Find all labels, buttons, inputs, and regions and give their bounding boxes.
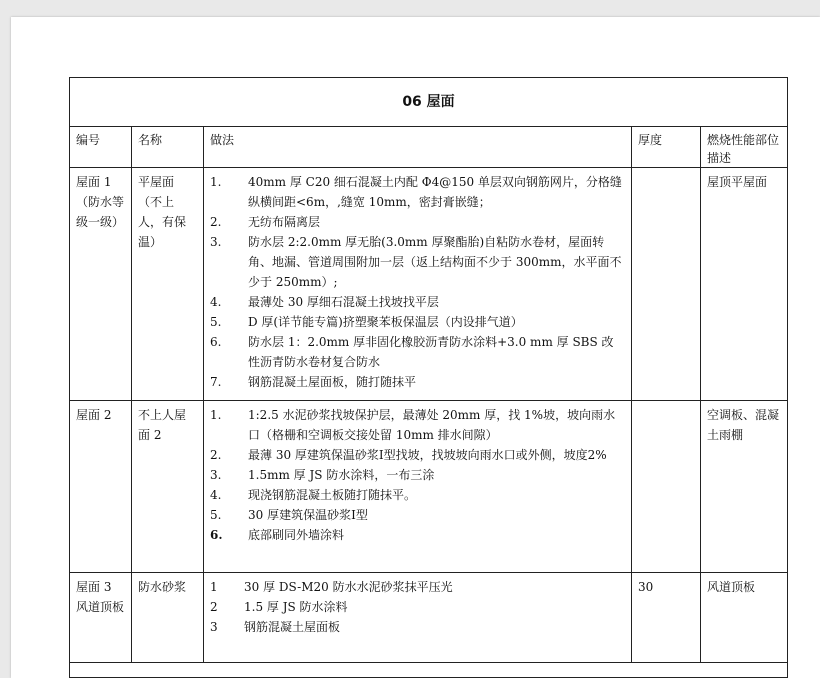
header-name: 名称 [132, 127, 204, 168]
header-fire: 燃烧性能部位描述 [701, 127, 788, 168]
list-item: 1 30 厚 DS-M20 防水水泥砂浆抹平压光 [210, 580, 453, 594]
list-item: 2. 无纺布隔离层 [210, 215, 321, 229]
list-item: 3 钢筋混凝土屋面板 [210, 620, 341, 634]
row-name: 防水砂浆 [132, 573, 204, 663]
row-name: 平屋面（不上人，有保温） [132, 168, 204, 401]
empty-cell [70, 663, 788, 678]
row-fire: 空调板、混凝土雨棚 [701, 401, 788, 573]
table-row [70, 168, 788, 401]
header-thickness: 厚度 [632, 127, 701, 168]
list-item: 1. 40mm 厚 C20 细石混凝土内配 Φ4@150 单层双向钢筋网片，分格缝纵横间距<6m，,缝宽 10mm，密封膏嵌缝； [210, 175, 622, 209]
row-code: 屋面 2 [70, 401, 132, 573]
table-row-empty [70, 663, 788, 678]
table-title: 06 屋面 [70, 78, 788, 127]
list-item: 3. 防水层 2:2.0mm 厚无胎(3.0mm 厚聚酯胎)自粘防水卷材，屋面转角、地漏、管道周围附加一层（返上结构面不少于 300mm，水平面不少于 250mm）; [210, 235, 622, 289]
list-item: 7. 钢筋混凝土屋面板，随打随抹平 [210, 375, 417, 389]
row-thickness [632, 168, 701, 401]
row-method [204, 573, 632, 663]
table-row [70, 401, 788, 573]
row-thickness: 30 [632, 573, 701, 663]
list-item: 2. 最薄 30 厚建筑保温砂浆Ⅰ型找坡，找坡坡向雨水口或外侧，坡度2% [210, 448, 607, 462]
method-steps [210, 172, 625, 392]
list-item: 3. 1.5mm 厚 JS 防水涂料，一布三涂 [210, 468, 435, 482]
list-item: 5. D 厚(详节能专篇)挤塑聚苯板保温层（内设排气道） [210, 315, 523, 329]
list-item: 4. 现浇钢筋混凝土板随打随抹平。 [210, 488, 417, 502]
header-row [70, 127, 788, 168]
list-item: 1. 1:2.5 水泥砂浆找坡保护层，最薄处 20mm 厚，找 1%坡，坡向雨水口（格栅和空调板交接处留 10mm 排水间隙） [210, 408, 616, 442]
method-steps [210, 405, 625, 545]
list-item: 2 1.5 厚 JS 防水涂料 [210, 600, 348, 614]
list-item: 4. 最薄处 30 厚细石混凝土找坡找平层 [210, 295, 439, 309]
row-fire: 屋顶平屋面 [701, 168, 788, 401]
list-item: 5. 30 厚建筑保温砂浆Ⅰ型 [210, 508, 368, 522]
row-name: 不上人屋面 2 [132, 401, 204, 573]
method-steps [210, 577, 625, 637]
list-item: 6. 底部刷同外墙涂料 [210, 528, 345, 542]
row-fire: 风道顶板 [701, 573, 788, 663]
document-page [11, 17, 820, 678]
row-code: 屋面 3 风道顶板 [70, 573, 132, 663]
list-item: 6. 防水层 1：2.0mm 厚非固化橡胶沥青防水涂料+3.0 mm 厚 SBS 改性沥青防水卷材复合防水 [210, 335, 614, 369]
header-code: 编号 [70, 127, 132, 168]
header-method: 做法 [204, 127, 632, 168]
row-method [204, 168, 632, 401]
row-code: 屋面 1（防水等级一级） [70, 168, 132, 401]
row-method [204, 401, 632, 573]
row-thickness [632, 401, 701, 573]
roof-spec-table [69, 77, 788, 678]
table-row [70, 573, 788, 663]
